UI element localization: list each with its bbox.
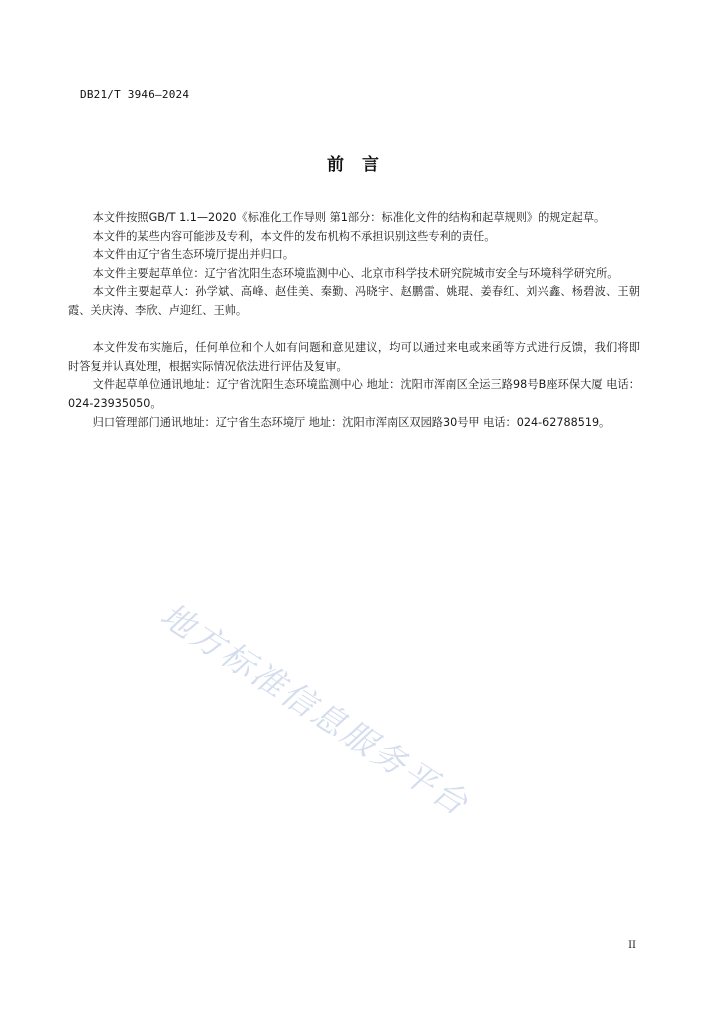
paragraph-drafting-unit-address: 文件起草单位通讯地址：辽宁省沈阳生态环境监测中心 地址：沈阳市浑南区全运三路98号B座环保大厦 电话：024-23935050。 [68,378,640,410]
paragraph-drafters: 本文件主要起草人：孙学斌、高峰、赵佳美、秦勤、冯晓宇、赵鹏雷、姚琨、姜春红、刘兴鑫、杨碧波、王朝霞、关庆涛、李欣、卢迎红、王帅。 [68,285,640,317]
paragraph-drafting-rules: 本文件按照GB/T 1.1—2020《标准化工作导则 第1部分：标准化文件的结构和起草规则》的规定起草。 [92,211,606,224]
paragraph-patent-notice: 本文件的某些内容可能涉及专利，本文件的发布机构不承担识别这些专利的责任。 [92,229,496,243]
paragraph-spacer [68,321,640,340]
paragraph-drafting-units: 本文件主要起草单位：辽宁省沈阳生态环境监测中心、北京市科学技术研究院城市安全与环境科学研究所。 [92,266,619,280]
document-code: DB21/T 3946—2024 [80,88,190,101]
paragraph-proposer: 本文件由辽宁省生态环境厅提出并归口。 [92,248,295,262]
paragraph-authority-address: 归口管理部门通讯地址：辽宁省生态环境厅 地址：沈阳市浑南区双园路30号甲 电话：024-62788519。 [92,415,611,429]
watermark: 地方标准信息服务平台 [153,595,477,824]
paragraph-feedback: 本文件发布实施后，任何单位和个人如有问题和意见建议，均可以通过来电或来函等方式进行反馈，我们将即时答复并认真处理，根据实际情况依法进行评估及复审。 [68,341,640,373]
document-body [68,209,640,432]
section-title: 前言 [327,155,397,175]
page-number: II [628,940,636,951]
